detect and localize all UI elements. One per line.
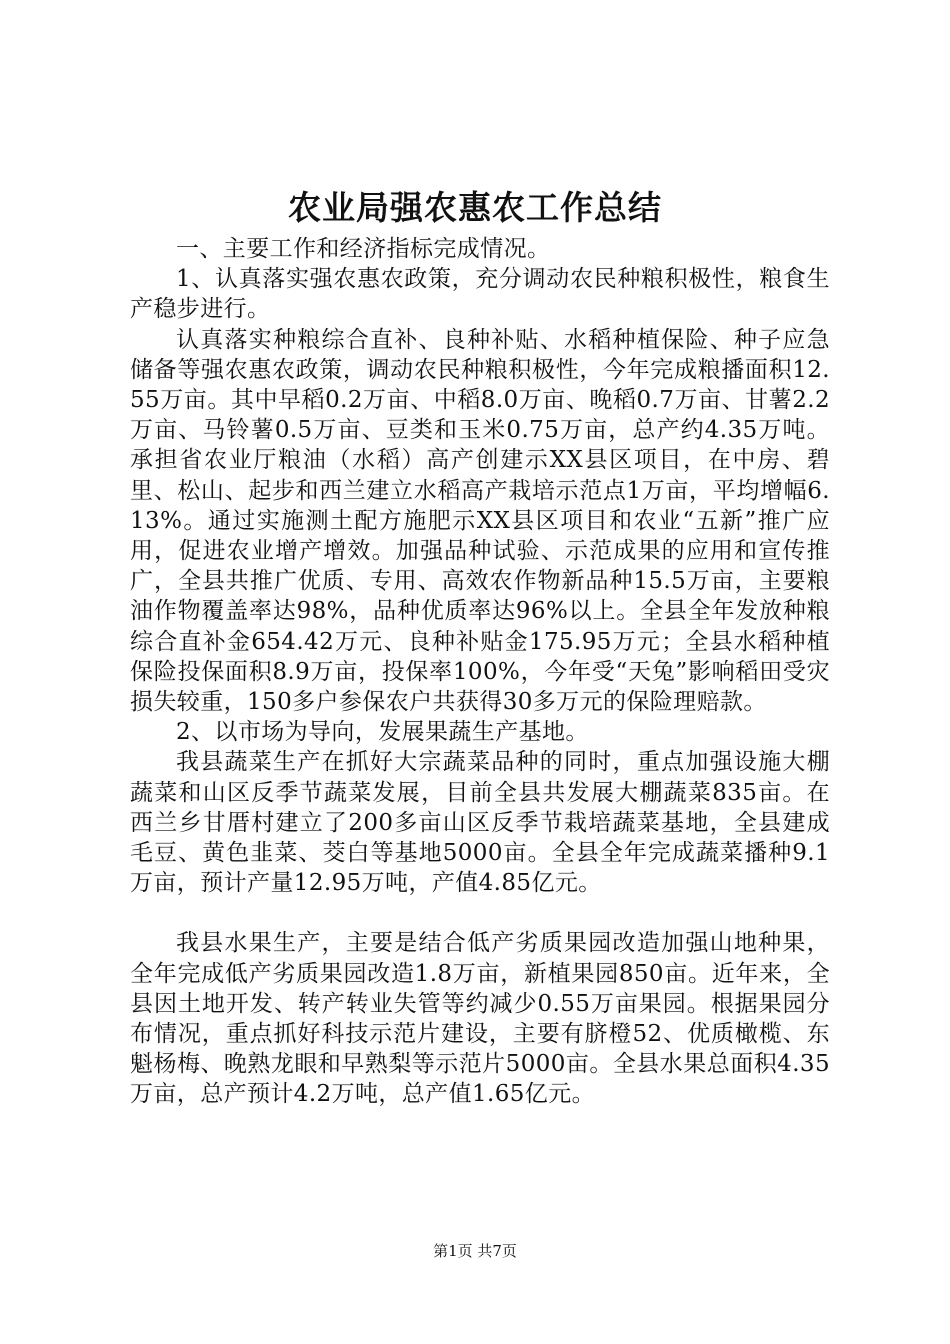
paragraph-grain-production: 认真落实种粮综合直补、良种补贴、水稻种植保险、种子应急储备等强农惠农政策，调动农民种粮积极性，今年完成粮播面积12.55万亩。其中早稻0.2万亩、中稻8.0万亩、晚稻0.7万亩、甘薯2.2万亩、马铃薯0.5万亩、豆类和玉米0.75万亩，总产约4.35万吨。承担省农业厅粮油（水稻）高产创建示XX县区项目，在中房、碧里、松山、起步和西兰建立水稻高产栽培示范点1万亩，平均增幅6.13%。通过实施测土配方施肥示XX县区项目和农业“五新”推广应用，促进农业增产增效。加强品种试验、示范成果的应用和宣传推广，全县共推广优质、专用、高效农作物新品种15.5万亩，主要粮油作物覆盖率达98%，品种优质率达96%以上。全县全年发放种粮综合直补金654.42万元、良种补贴金175.95万元；全县水稻种植保险投保面积8.9万亩，投保率100%，今年受“天兔”影响稻田受灾损失较重，150多户参保农户共获得30多万元的保险理赔款。 [130,326,830,716]
paragraph-vegetable-production: 我县蔬菜生产在抓好大宗蔬菜品种的同时，重点加强设施大棚蔬菜和山区反季节蔬菜发展，目前全县共发展大棚蔬菜835亩。在西兰乡甘厝村建立了200多亩山区反季节栽培蔬菜基地，全县建成毛豆、黄色韭菜、茭白等基地5000亩。全县全年完成蔬菜播种9.1万亩，预计产量12.95万吨，产值4.85亿元。 [130,749,830,897]
page-indicator: 第1页 共7页 [433,1242,517,1260]
paragraph-spacer [130,898,830,928]
section-heading: 一、主要工作和经济指标完成情况。 [176,236,551,262]
document-title: 农业局强农惠农工作总结 [288,188,662,227]
subsection-heading-fruit-vegetable: 2、以市场为导向，发展果蔬生产基地。 [176,719,589,746]
paragraph-fruit-production: 我县水果生产，主要是结合低产劣质果园改造加强山地种果，全年完成低产劣质果园改造1.8万亩，新植果园850亩。近年来，全县因土地开发、转产转业失管等约减少0.55万亩果园。根据果园分布情况，重点抓好科技示范片建设，主要有脐橙52、优质橄榄、东魁杨梅、晚熟龙眼和早熟梨等示范片5000亩。全县水果总面积4.35万亩，总产预计4.2万吨，总产值1.65亿元。 [130,930,830,1108]
document-body [130,234,830,1110]
subsection-heading-grain: 1、认真落实强农惠农政策，充分调动农民种粮积极性，粮食生产稳步进行。 [130,266,830,323]
